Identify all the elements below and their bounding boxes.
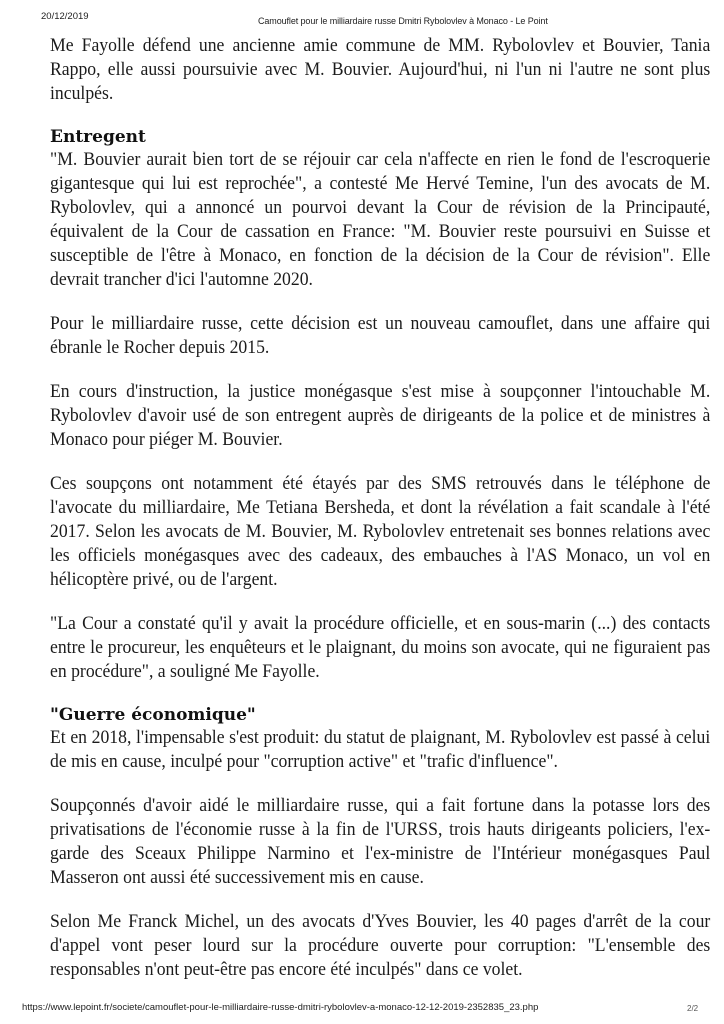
- article-paragraph: Selon Me Franck Michel, un des avocats d'Yves Bouvier, les 40 pages d'arrêt de la cour d'appel vont peser lourd sur la procédure ouverte pour corruption: "L'ensemble des responsables n'ont peut-être pas encore été inculpés" dans ce volet.: [50, 911, 711, 980]
- article-paragraph: Ces soupçons ont notamment été étayés par des SMS retrouvés dans le téléphone de l'avocate du milliardaire, Me Tetiana Bersheda, et dont la révélation a fait scandale à l'été 2017. Selon les avocats de M. Bouvier, M. Rybolovlev entretenait ses bonnes relations avec les officiels monégasques avec des cadeaux, des embauches à l'AS Monaco, un vol en hélicoptère privé, ou de l'argent.: [50, 473, 711, 590]
- page-number: 2/2: [687, 1004, 699, 1013]
- article-paragraph: Et en 2018, l'impensable s'est produit: du statut de plaignant, M. Rybolovlev est passé à celui de mis en cause, inculpé pour "corruption active" et "trafic d'influence".: [50, 727, 711, 772]
- section-entregent: [50, 126, 710, 684]
- section-guerre-economique: [50, 704, 710, 982]
- print-url[interactable]: https://www.lepoint.fr/societe/camouflet-pour-le-milliardaire-russe-dmitri-rybolovlev-a-monaco-12-12-2019-2352835_23.php: [22, 1002, 539, 1013]
- article-paragraph: "La Cour a constaté qu'il y avait la procédure officielle, et en sous-marin (...) des contacts entre le procureur, les enquêteurs et le plaignant, du moins son avocate, qui ne figuraient pas en procédure", a souligné Me Fayolle.: [50, 613, 711, 682]
- section-heading: "Guerre économique": [50, 705, 256, 725]
- print-page-title: Camouflet pour le milliardaire russe Dmitri Rybolovlev à Monaco - Le Point: [258, 16, 548, 26]
- print-header: [0, 6, 724, 26]
- article-body: [50, 34, 710, 1002]
- article-paragraph: Me Fayolle défend une ancienne amie commune de MM. Rybolovlev et Bouvier, Tania Rappo, elle aussi poursuivie avec M. Bouvier. Aujourd'hui, ni l'un ni l'autre ne sont plus inculpés.: [50, 35, 711, 104]
- article-paragraph: En cours d'instruction, la justice monégasque s'est mise à soupçonner l'intouchable M. Rybolovlev d'avoir usé de son entregent auprès de dirigeants de la police et de ministres à Monaco pour piéger M. Bouvier.: [50, 381, 711, 450]
- article-paragraph: Pour le milliardaire russe, cette décision est un nouveau camouflet, dans une affaire qui ébranle le Rocher depuis 2015.: [50, 313, 711, 358]
- article-paragraph: "M. Bouvier aurait bien tort de se réjouir car cela n'affecte en rien le fond de l'escroquerie gigantesque qui lui est reprochée", a contesté Me Hervé Temine, l'un des avocats de M. Rybolovlev, qui a annoncé un pourvoi devant la Cour de révision de la Principauté, équivalent de la Cour de cassation en France: "M. Bouvier reste poursuivi en Suisse et susceptible de l'être à Monaco, en fonction de la décision de la Cour de révision". Elle devrait trancher d'ici l'automne 2020.: [50, 149, 711, 290]
- section-heading: Entregent: [50, 127, 146, 147]
- article-paragraph: Soupçonnés d'avoir aidé le milliardaire russe, qui a fait fortune dans la potasse lors des privatisations de l'économie russe à la fin de l'URSS, trois hauts dirigeants policiers, l'ex-garde des Sceaux Philippe Narmino et l'ex-ministre de l'Intérieur monégasques Paul Masseron ont aussi été successivement mis en cause.: [50, 795, 711, 888]
- print-date: 20/12/2019: [41, 11, 89, 22]
